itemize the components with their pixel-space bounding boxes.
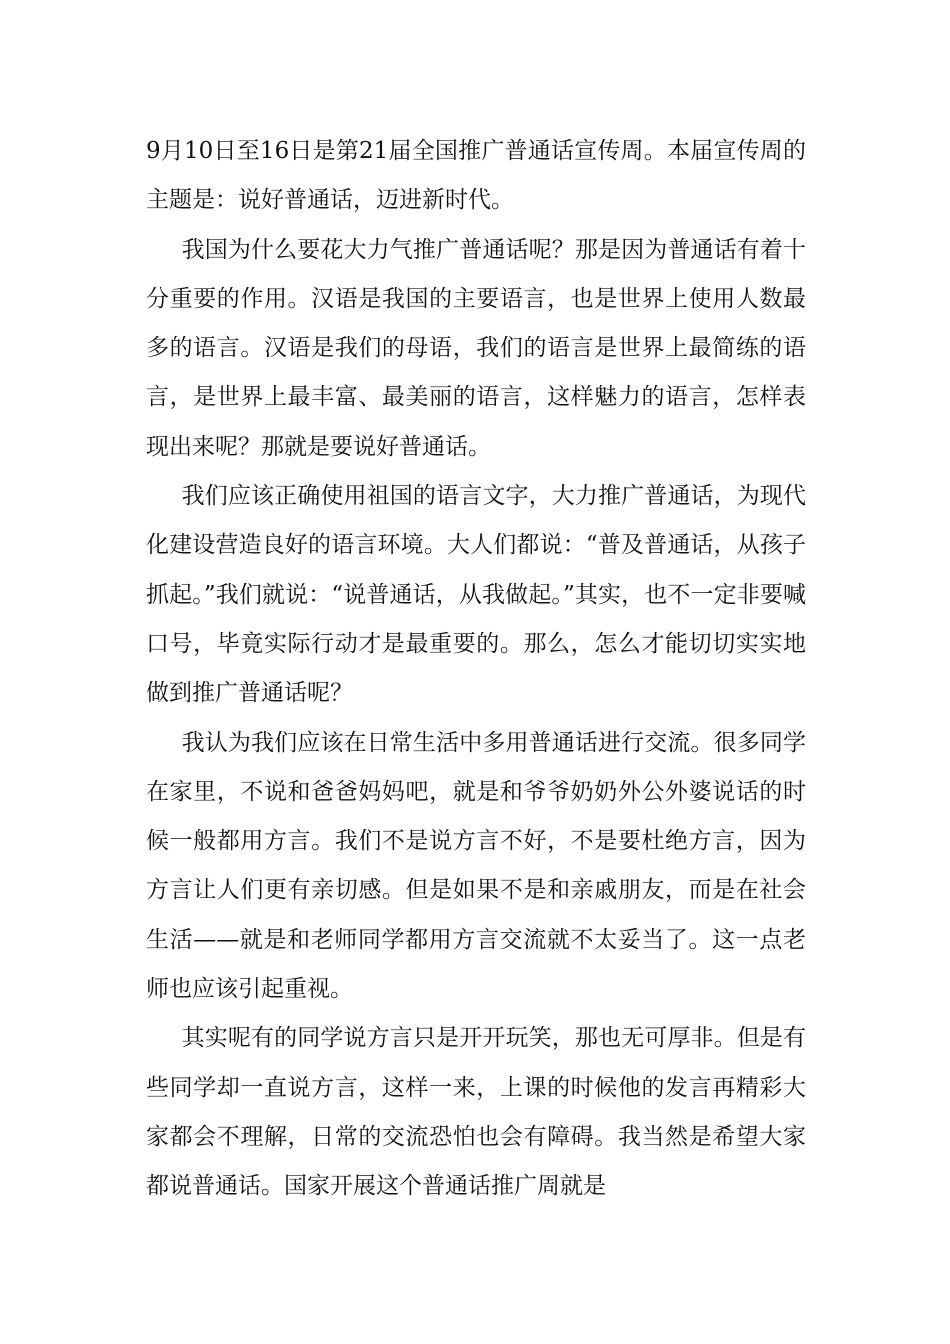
paragraph-1: 9月10日至16日是第21届全国推广普通话宣传周。本届宣传周的主题是：说好普通话，迈进新时代。	[146, 138, 806, 214]
paragraph-4: 我认为我们应该在日常生活中多用普通话进行交流。很多同学在家里，不说和爸爸妈妈吧，就是和爷爷奶奶外公外婆说话的时候一般都用方言。我们不是说方言不好，不是要杜绝方言，因为方言让人们更有亲切感。但是如果不是和亲戚朋友，而是在社会生活——就是和老师同学都用方言交流就不太妥当了。这一点老师也应该引起重视。	[146, 729, 806, 1003]
paragraph-3: 我们应该正确使用祖国的语言文字，大力推广普通话，为现代化建设营造良好的语言环境。大人们都说：“普及普通话，从孩子抓起。”我们就说：“说普通话，从我做起。”其实，也不一定非要喊口号，毕竟实际行动才是最重要的。那么，怎么才能切切实实地做到推广普通话呢？	[146, 483, 806, 707]
paragraph-2: 我国为什么要花大力气推广普通话呢？那是因为普通话有着十分重要的作用。汉语是我国的主要语言，也是世界上使用人数最多的语言。汉语是我们的母语，我们的语言是世界上最简练的语言，是世界上最丰富、最美丽的语言，这样魅力的语言，怎样表现出来呢？那就是要说好普通话。	[146, 236, 806, 460]
paragraph-5: 其实呢有的同学说方言只是开开玩笑，那也无可厚非。但是有些同学却一直说方言，这样一来，上课的时候他的发言再精彩大家都会不理解，日常的交流恐怕也会有障碍。我当然是希望大家都说普通话。国家开展这个普通话推广周就是	[146, 1025, 806, 1200]
document-body	[146, 127, 806, 1212]
